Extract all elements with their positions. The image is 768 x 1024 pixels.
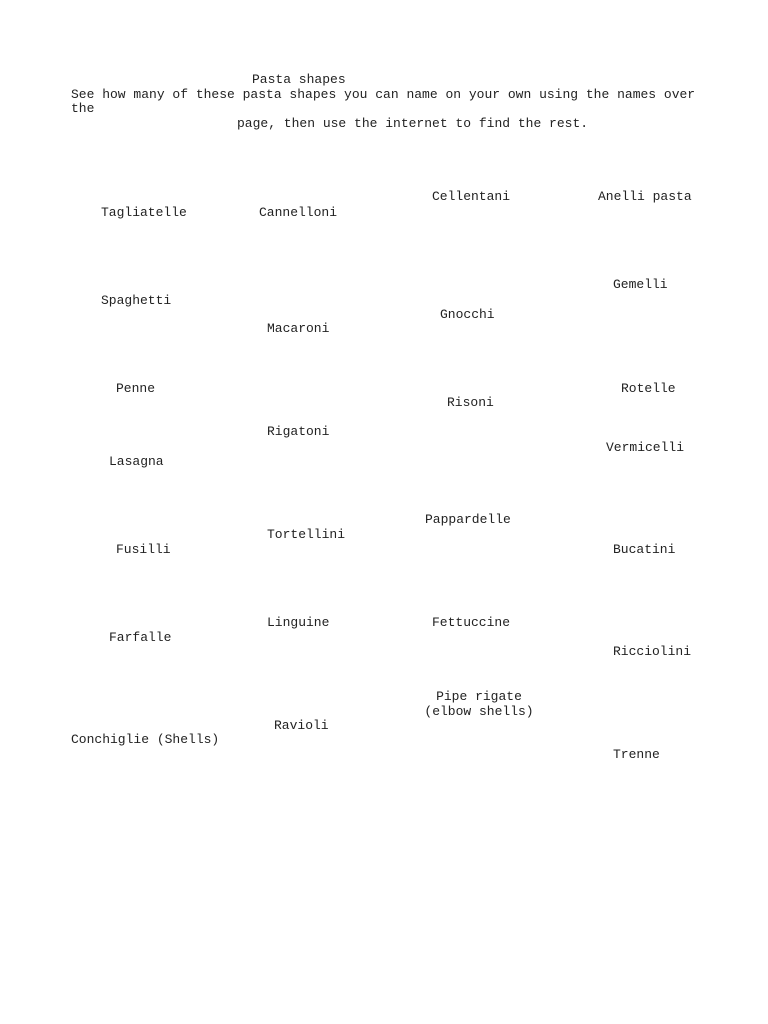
instructions-line-1: See how many of these pasta shapes you can name on your own using the names over	[71, 87, 696, 102]
pasta-name-conchiglie: Conchiglie (Shells)	[71, 732, 220, 747]
pasta-name-farfalle: Farfalle	[109, 630, 172, 645]
pasta-name-cannelloni: Cannelloni	[259, 205, 338, 220]
pasta-name-ravioli: Ravioli	[274, 718, 329, 733]
pasta-name-rotelle: Rotelle	[621, 381, 676, 396]
pasta-name-gemelli: Gemelli	[613, 277, 668, 292]
pasta-name-tortellini: Tortellini	[267, 527, 346, 542]
pasta-name-fettuccine: Fettuccine	[432, 615, 511, 630]
pasta-name-pappardelle: Pappardelle	[425, 512, 511, 527]
pasta-name-anelli: Anelli pasta	[598, 189, 692, 204]
pasta-name-gnocchi: Gnocchi	[440, 307, 495, 322]
pasta-name-risoni: Risoni	[447, 395, 494, 410]
instructions-line-2: the	[71, 101, 95, 116]
pasta-name-macaroni: Macaroni	[267, 321, 330, 336]
pasta-name-vermicelli: Vermicelli	[606, 440, 685, 455]
pasta-name-ricciolini: Ricciolini	[613, 644, 692, 659]
instructions-line-3: page, then use the internet to find the rest.	[237, 116, 589, 131]
page-title: Pasta shapes	[252, 72, 346, 87]
pasta-name-fusilli: Fusilli	[116, 542, 171, 557]
pasta-name-cellentani: Cellentani	[432, 189, 511, 204]
pasta-name-spaghetti: Spaghetti	[101, 293, 172, 308]
pasta-name-penne: Penne	[116, 381, 156, 396]
pasta-name-trenne: Trenne	[613, 747, 660, 762]
pasta-name-tagliatelle: Tagliatelle	[101, 205, 187, 220]
pasta-name-linguine: Linguine	[267, 615, 330, 630]
pasta-name-pipe-rigate: Pipe rigate (elbow shells)	[424, 689, 534, 719]
pasta-name-bucatini: Bucatini	[613, 542, 676, 557]
pasta-name-lasagna: Lasagna	[109, 454, 164, 469]
pasta-name-rigatoni: Rigatoni	[267, 424, 330, 439]
